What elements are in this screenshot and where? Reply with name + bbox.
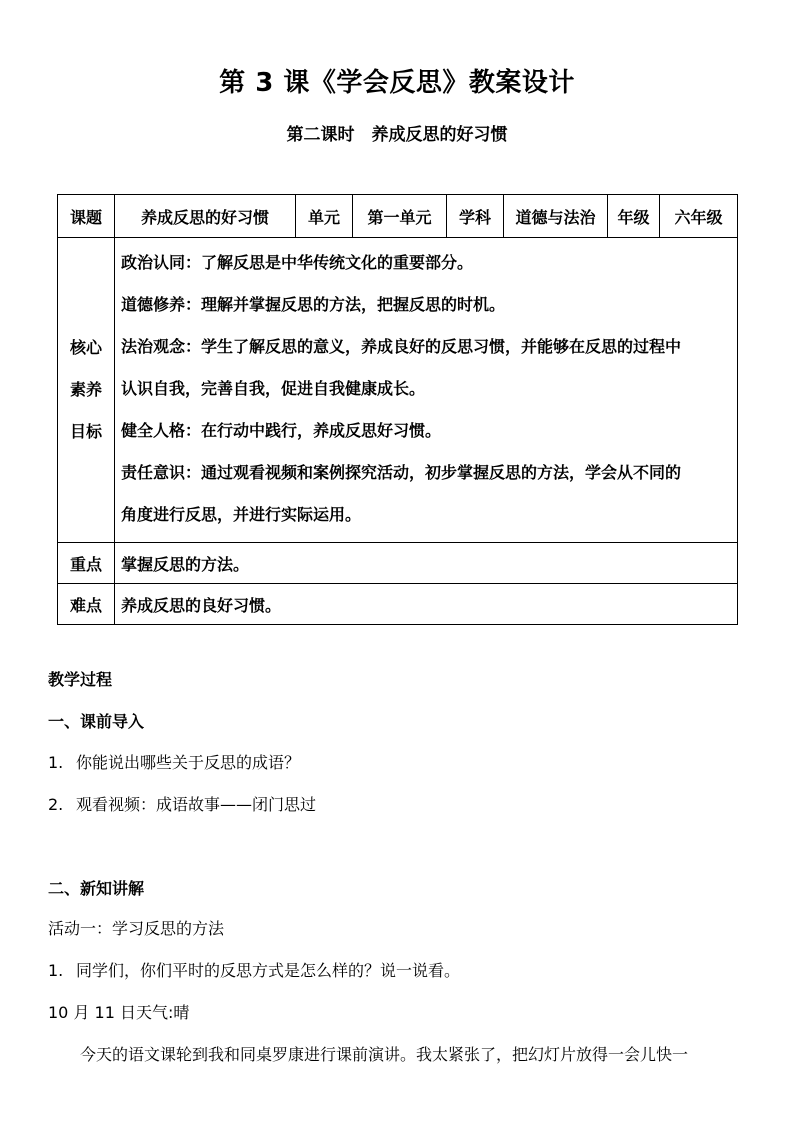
item-text: 观看视频：成语故事——闭门思过 — [76, 795, 317, 814]
item-text: 你能说出哪些关于反思的成语？ — [76, 753, 301, 772]
goal-line: 政治认同：了解反思是中华传统文化的重要部分。 — [121, 253, 474, 272]
process-heading: 教学过程 — [48, 670, 113, 689]
goals-label — [58, 238, 115, 543]
goal-line: 健全人格：在行动中践行，养成反思好习惯。 — [121, 421, 442, 440]
document-subtitle: 第二课时 养成反思的好习惯 — [286, 125, 508, 145]
difficult-point-row — [58, 584, 738, 625]
goals-row — [58, 238, 738, 543]
topic-label: 课题 — [58, 195, 115, 238]
grade-value: 六年级 — [660, 195, 738, 238]
activity-heading: 活动一：学习反思的方法 — [48, 919, 225, 938]
diary-paragraph: 今天的语文课轮到我和同桌罗康进行课前演讲。我太紧张了，把幻灯片放得一会儿快一 — [80, 1045, 689, 1064]
part1-item-2 — [48, 792, 316, 815]
subject-label: 学科 — [447, 195, 504, 238]
document-title: 第 3 课《学会反思》教案设计 — [219, 68, 575, 98]
goal-line: 角度进行反思，并进行实际运用。 — [121, 505, 362, 524]
grade-label: 年级 — [608, 195, 660, 238]
goals-content — [115, 238, 738, 543]
item-number: 2. — [48, 795, 64, 814]
item-number: 1. — [48, 753, 64, 772]
goal-line: 道德修养：理解并掌握反思的方法，把握反思的时机。 — [121, 295, 506, 314]
difficult-point-content: 养成反思的良好习惯。 — [115, 584, 738, 625]
part1-heading: 一、课前导入 — [48, 712, 145, 731]
part2-heading: 二、新知讲解 — [48, 879, 145, 898]
unit-label: 单元 — [296, 195, 353, 238]
diary-date: 10 月 11 日天气:晴 — [48, 1003, 190, 1022]
goal-line: 法治观念：学生了解反思的意义，养成良好的反思习惯，并能够在反思的过程中 — [121, 337, 682, 356]
goals-label-line: 目标 — [69, 422, 102, 441]
difficult-point-label: 难点 — [58, 584, 115, 625]
part2-item-1 — [48, 958, 460, 981]
goals-label-line: 素养 — [69, 380, 102, 399]
goal-line: 责任意识：通过观看视频和案例探究活动，初步掌握反思的方法，学会从不同的 — [121, 463, 682, 482]
goals-label-line: 核心 — [69, 338, 102, 357]
goal-line: 认识自我，完善自我，促进自我健康成长。 — [121, 379, 426, 398]
key-point-row — [58, 543, 738, 584]
topic-value: 养成反思的好习惯 — [115, 195, 296, 238]
key-point-content: 掌握反思的方法。 — [115, 543, 738, 584]
key-point-label: 重点 — [58, 543, 115, 584]
table-header-row — [58, 195, 738, 238]
item-number: 1. — [48, 961, 64, 980]
unit-value: 第一单元 — [353, 195, 447, 238]
part1-item-1 — [48, 750, 300, 773]
item-text: 同学们，你们平时的反思方式是怎么样的？说一说看。 — [76, 961, 461, 980]
subject-value: 道德与法治 — [504, 195, 608, 238]
lesson-info-table — [57, 194, 738, 625]
